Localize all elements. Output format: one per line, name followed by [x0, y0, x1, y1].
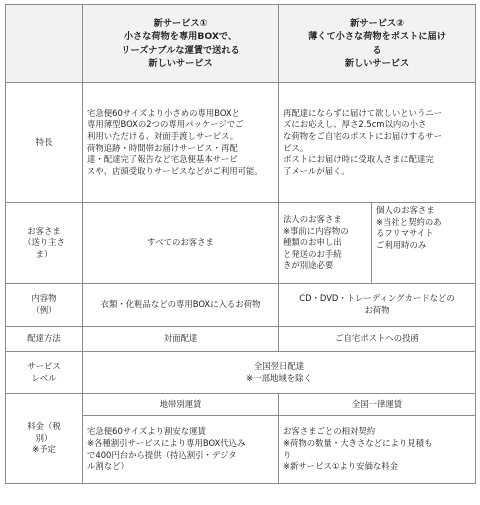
contents-label: 内容物 （例） [6, 284, 83, 327]
service-level-label: サービス レベル [6, 352, 83, 394]
service1-customers: すべてのお客さま [83, 203, 279, 284]
delivery-label: 配達方法 [6, 327, 83, 352]
customers-row [6, 203, 476, 284]
service2-corporate-customers: 法人のお客さま ※事前に内容物の 種類のお申し出 と発送のお手続 きが別途必要 [279, 203, 372, 284]
fare-label: 料金（税 別） ※予定 [6, 394, 83, 484]
service1-contents: 衣類・化粧品などの専用BOXに入るお荷物 [83, 284, 279, 327]
service-level-value: 全国翌日配達 ※一部地域を除く [83, 352, 476, 394]
service2-individual-customers: 個人のお客さま ※当社と契約のあ るフリマサイト ご利用時のみ [372, 203, 476, 284]
service1-features: 宅急便60サイズより小さめの専用BOXと 専用薄型BOXの2つの専用パッケージでご 利用いただける、対面手渡しサービス。 荷物追跡・時間帯お届けサービス・再配 達・配達完了報告など宅急便基本サービ スや、店頭受取りサービスなどがご利用可能。 [83, 83, 279, 203]
customers-label: お客さま （送り主さ ま） [6, 203, 83, 284]
service1-delivery: 対面配達 [83, 327, 279, 352]
delivery-row [6, 327, 476, 352]
service2-header: 新サービス② 薄くて小さな荷物をポストに届け る 新しいサービス [279, 5, 476, 83]
features-row [6, 83, 476, 203]
fare-title-row [6, 394, 476, 416]
contents-row [6, 284, 476, 327]
service-comparison-table [5, 4, 476, 484]
service1-fare: 宅急便60サイズより割安な運賃 ※各種割引サービスにより専用BOX代込み で400円台から提供（持込割引・デジタ ル割など） [83, 416, 279, 484]
service2-fare: お客さまごとの相対契約 ※荷物の数量・大きさなどにより見積も り ※新サービス①より安価な料金 [279, 416, 476, 484]
service1-header: 新サービス① 小さな荷物を専用BOXで、 リーズナブルな運賃で送れる 新しいサービス [83, 5, 279, 83]
service2-contents: CD・DVD・トレーディングカードなどの お荷物 [279, 284, 476, 327]
service2-delivery: ご自宅ポストへの投函 [279, 327, 476, 352]
service1-fare-title: 地帯別運賃 [83, 394, 279, 416]
features-label: 特長 [6, 83, 83, 203]
service2-fare-title: 全国一律運賃 [279, 394, 476, 416]
service2-features: 再配達にならずに届けて欲しいというニー ズにお応えし、厚さ2.5cm以内の小さ な荷物をご自宅のポストにお届けするサー ビス。 ポストにお届け時に受取人さまに配達完 了メールが届く。 [279, 83, 476, 203]
header-row [6, 5, 476, 83]
service-level-row [6, 352, 476, 394]
header-corner-cell [6, 5, 83, 83]
